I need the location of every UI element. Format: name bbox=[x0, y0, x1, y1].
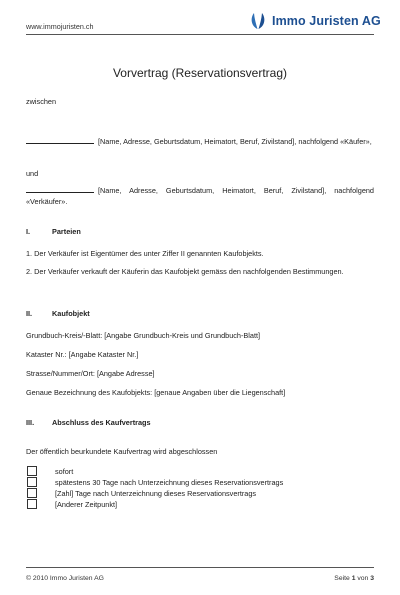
option-label: spätestens 30 Tage nach Unterzeichnung dieses Reservationsvertrags bbox=[55, 477, 284, 487]
page-number bbox=[334, 575, 374, 582]
option-zahl-tage[interactable] bbox=[27, 488, 256, 498]
paragraph: Grundbuch-Kreis/-Blatt: [Angabe Grundbuch-Kreis und Grundbuch-Blatt] bbox=[26, 331, 261, 340]
option-label: [Anderer Zeitpunkt] bbox=[55, 499, 118, 509]
party2-paragraph bbox=[26, 185, 374, 207]
option-label: [Zahl] Tage nach Unterzeichnung dieses Reservationsvertrags bbox=[55, 488, 257, 498]
section-heading-abschluss bbox=[26, 418, 151, 427]
option-sofort[interactable] bbox=[27, 466, 73, 476]
footer-copyright: © 2010 Immo Juristen AG bbox=[26, 575, 104, 582]
leaf-logo-icon bbox=[248, 11, 268, 31]
party1-paragraph bbox=[26, 136, 374, 147]
section-number: III. bbox=[26, 418, 35, 427]
checkbox[interactable] bbox=[27, 499, 37, 509]
checkbox[interactable] bbox=[27, 466, 37, 476]
checkbox[interactable] bbox=[27, 477, 37, 487]
page-current: 1 bbox=[351, 575, 356, 582]
section-title: Abschluss des Kaufvertrags bbox=[52, 418, 151, 427]
paragraph: Der öffentlich beurkundete Kaufvertrag wird abgeschlossen bbox=[26, 447, 218, 456]
option-30-tage[interactable] bbox=[27, 477, 283, 487]
checkbox[interactable] bbox=[27, 488, 37, 498]
section-title: Parteien bbox=[52, 227, 81, 236]
company-logo bbox=[248, 11, 381, 31]
section-number: I. bbox=[26, 227, 31, 236]
party1-text: [Name, Adresse, Geburtsdatum, Heimatort, Beruf, Zivilstand], nachfolgend «Käufer», bbox=[98, 137, 372, 146]
page-total: 3 bbox=[370, 575, 374, 582]
page-of: von bbox=[357, 575, 369, 582]
header-divider bbox=[26, 34, 374, 35]
paragraph: Genaue Bezeichnung des Kaufobjekts: [genaue Angaben über die Liegenschaft] bbox=[26, 388, 286, 397]
paragraph: Strasse/Nummer/Ort: [Angabe Adresse] bbox=[26, 369, 155, 378]
party1-blank-line bbox=[26, 136, 94, 144]
page-label: Seite bbox=[334, 575, 350, 582]
section-heading-kaufobjekt bbox=[26, 309, 90, 318]
between-text: zwischen bbox=[26, 97, 57, 106]
section-number: II. bbox=[26, 309, 33, 318]
party2-blank-line bbox=[26, 185, 94, 193]
paragraph: Kataster Nr.: [Angabe Kataster Nr.] bbox=[26, 350, 139, 359]
section-title: Kaufobjekt bbox=[52, 309, 90, 318]
brand-name: Immo Juristen AG bbox=[272, 14, 381, 28]
document-title: Vorvertrag (Reservationsvertrag) bbox=[112, 66, 288, 80]
option-label: sofort bbox=[55, 466, 74, 476]
option-anderer-zeitpunkt[interactable] bbox=[27, 499, 117, 509]
section-heading-parteien bbox=[26, 227, 81, 236]
paragraph: 2. Der Verkäufer verkauft der Käuferin das Kaufobjekt gemäss den nachfolgenden Bestimmungen. bbox=[26, 267, 344, 276]
and-text: und bbox=[26, 169, 39, 178]
header-url: www.immojuristen.ch bbox=[26, 22, 94, 31]
footer-divider bbox=[26, 567, 374, 568]
paragraph: 1. Der Verkäufer ist Eigentümer des unter Ziffer II genannten Kaufobjekts. bbox=[26, 249, 264, 258]
party2-text: [Name, Adresse, Geburtsdatum, Heimatort, Beruf, Zivilstand], nachfolgend «Verkäufer». bbox=[26, 186, 374, 206]
